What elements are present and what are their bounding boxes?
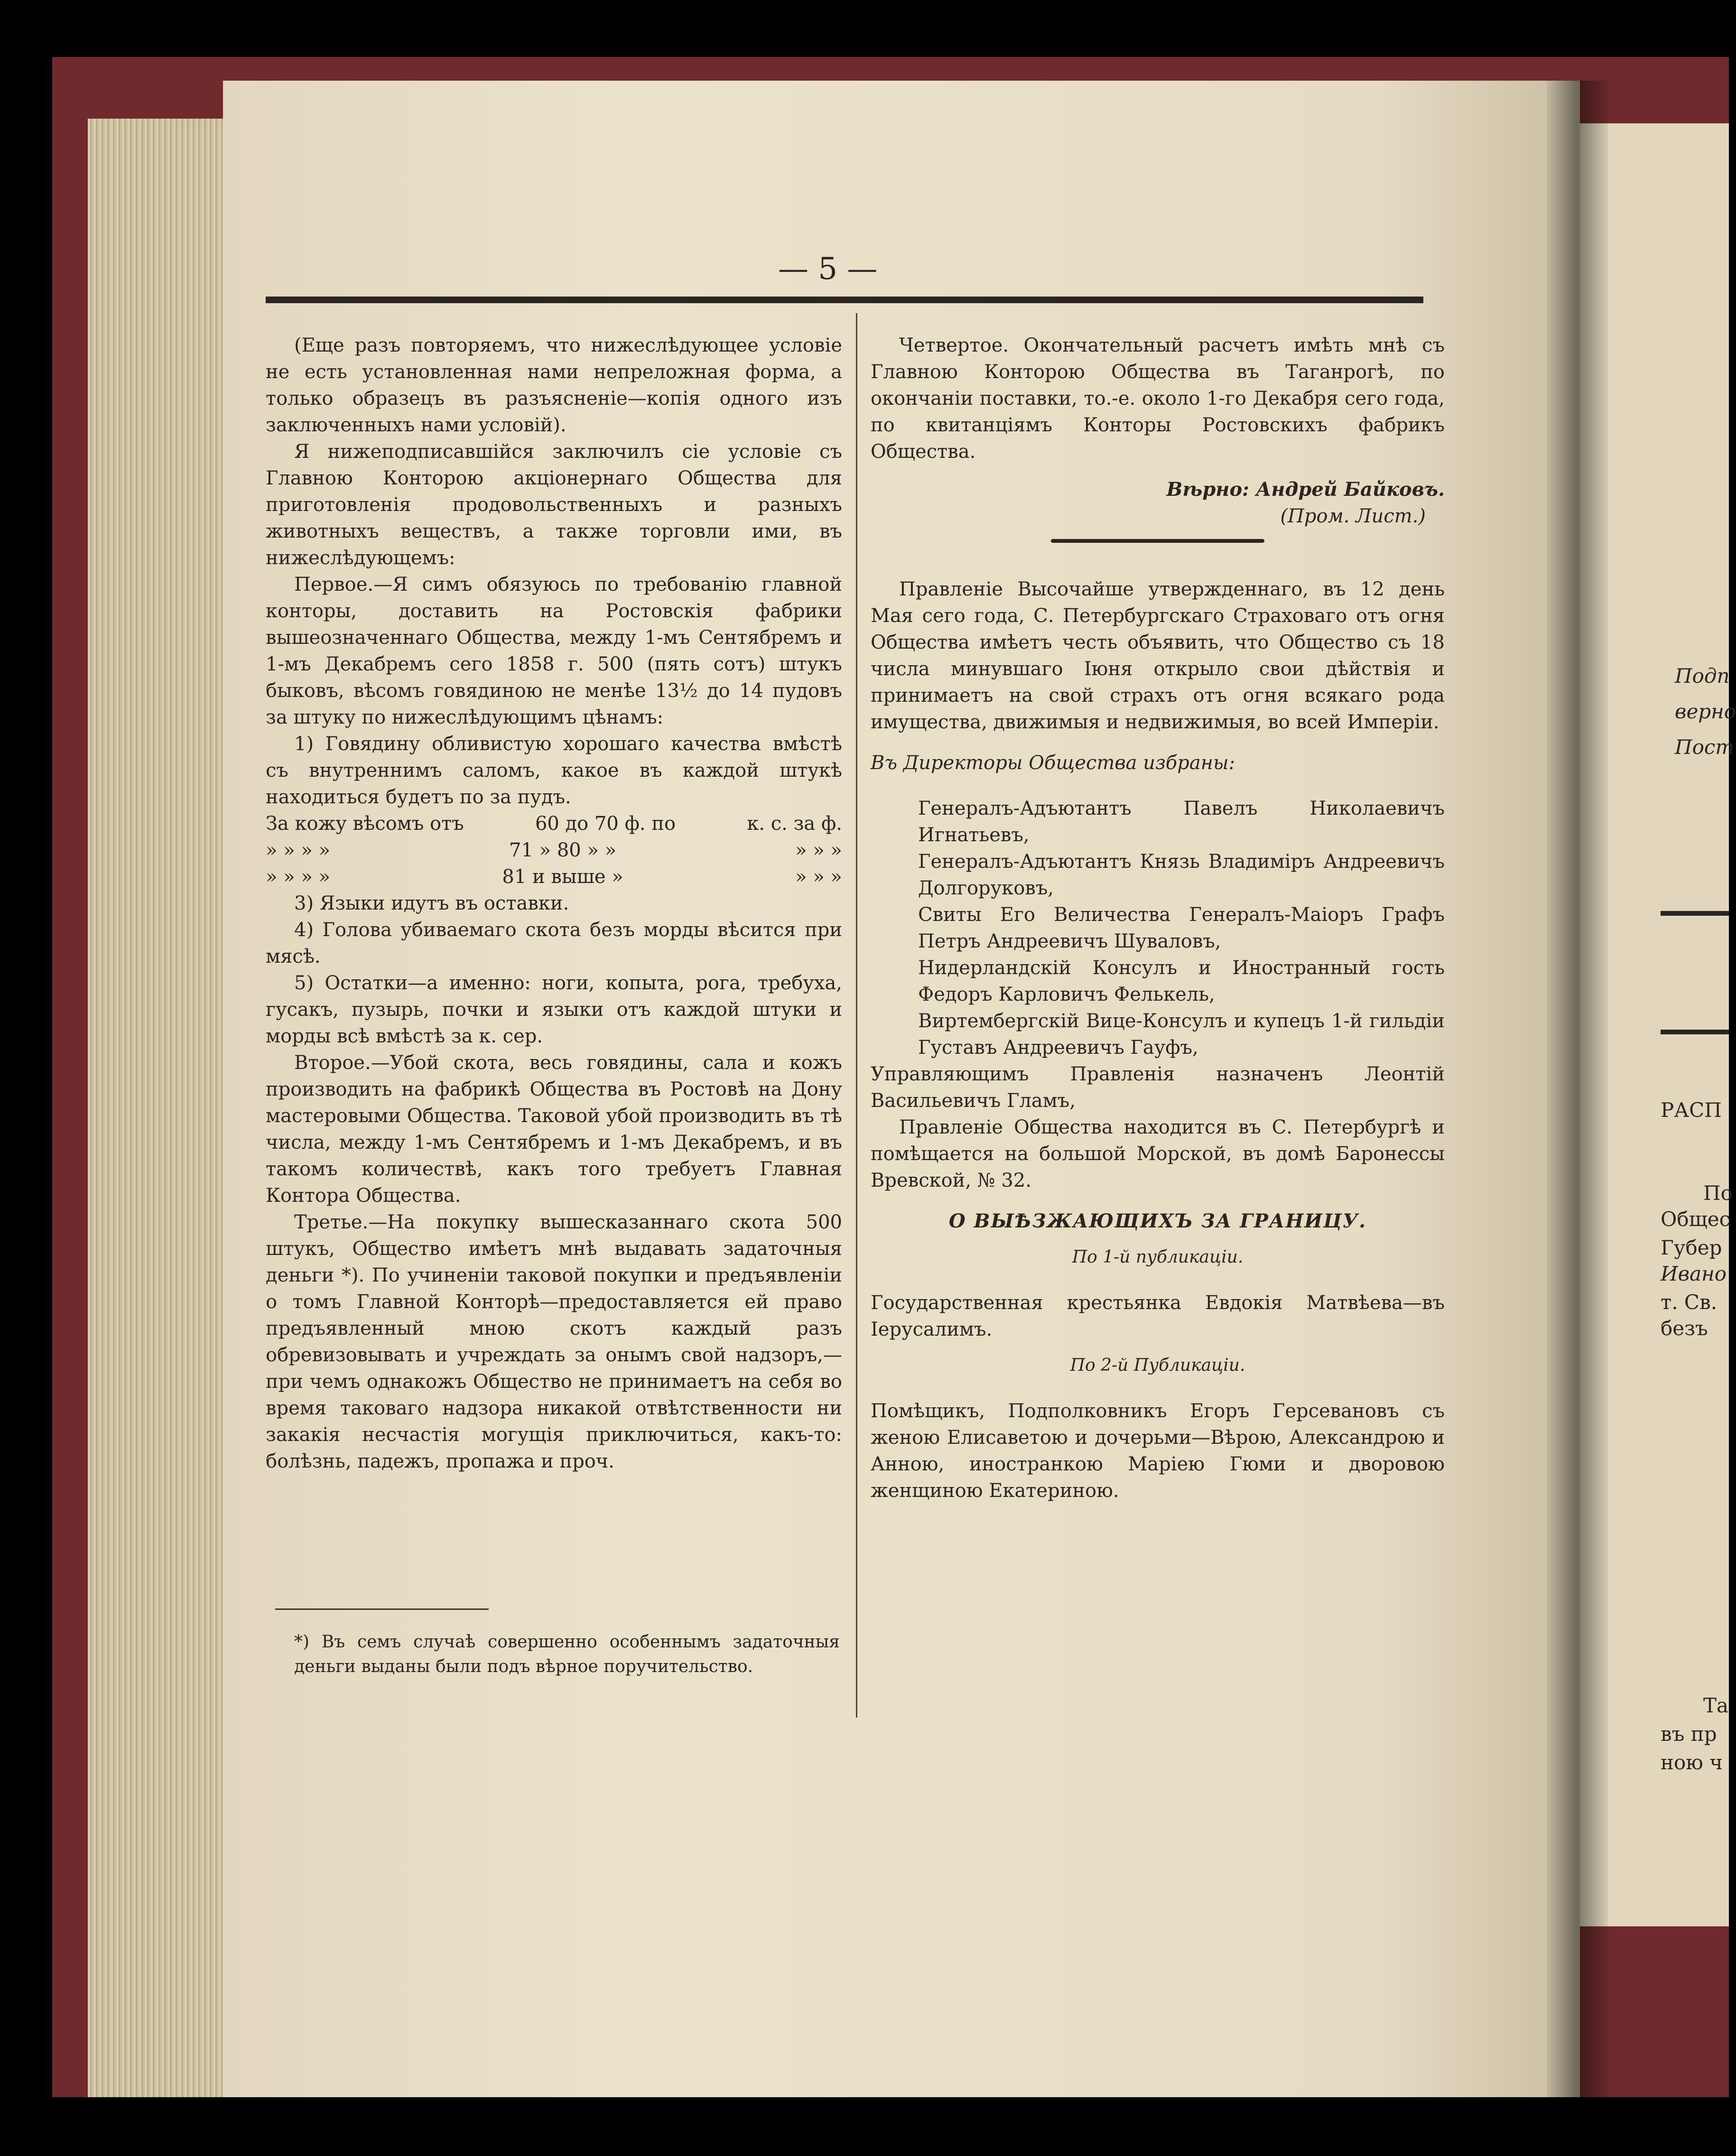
right-page-fragment: верно <box>1675 700 1736 723</box>
price-row <box>266 837 842 864</box>
signature: Вѣрно: Андрей Байковъ. <box>1166 478 1445 501</box>
right-page-fragment: Ивано <box>1661 1262 1727 1285</box>
publication-subheading: По 2-й Публикаціи. <box>1070 1356 1245 1375</box>
paragraph: Правленіе Высочайше утвержденнаго, въ 12 день Мая сего года, С. Петербургскаго Страховаго отъ огня Общества имѣетъ честь объявить, что Общество съ 18 числа минувшаго Іюня открыло свои дѣйствія и принимаетъ на свой страхъ отъ огня всякаго рода имущества, движимыя и недвижимыя, во всей Имперіи. <box>871 578 1445 733</box>
price-cell: 71 » 80 » » <box>509 839 617 861</box>
directors-list <box>871 795 1445 1061</box>
paragraph: Управляющимъ Правленія назначенъ Леонтій Васильевичъ Гламъ, <box>871 1063 1445 1112</box>
footnote-rule <box>275 1608 489 1610</box>
page-number: — 5 — <box>778 251 878 287</box>
right-page-fragment: Подп <box>1675 664 1730 688</box>
price-cell: » » » » <box>266 866 331 888</box>
paragraph: Я нижеподписавшійся заключилъ сіе условіе съ Главною Конторою акціонернаго Общества для приготовленія продовольственныхъ и разныхъ животныхъ веществъ, а также торговли ими, въ нижеслѣдующемъ: <box>266 441 842 569</box>
right-page-fragment: Та <box>1703 1694 1729 1717</box>
price-cell: » » » <box>795 866 842 888</box>
price-row <box>266 864 842 890</box>
right-page-fragment: т. Св. <box>1661 1291 1717 1314</box>
paragraph: Второе.—Убой скота, весь говядины, сала и кожъ производить на фабрикѣ Общества въ Ростовѣ на Дону мастеровыми Общества. Таковой убой производить въ тѣ числа, между 1-мъ Сентябремъ и 1-мъ Декабремъ, и въ такомъ количествѣ, какъ того требуетъ Главная Контора Общества. <box>266 1052 842 1207</box>
header-rule <box>266 297 1423 303</box>
price-cell: 60 до 70 ф. по <box>535 813 676 835</box>
price-cell: 81 и выше » <box>502 866 623 888</box>
right-page-rule <box>1661 911 1729 916</box>
paragraph: 3) Языки идутъ въ оставки. <box>294 892 569 914</box>
paragraph: Первое.—Я симъ обязуюсь по требованію главной конторы, доставить на Ростовскія фабрики вышеозначеннаго Общества, между 1-мъ Сентябремъ и 1-мъ Декабремъ сего 1858 г. 500 (пять сотъ) штукъ быковъ, вѣсомъ говядиною не менѣе 13½ до 14 пудовъ за штуку по нижеслѣдующимъ цѣнамъ: <box>266 574 842 728</box>
paragraph: Государственная крестьянка Евдокія Матвѣева—въ Іерусалимъ. <box>871 1292 1445 1340</box>
right-page-fragment: ною ч <box>1661 1751 1723 1774</box>
book-gutter <box>1547 81 1608 2097</box>
column-divider <box>856 313 857 1718</box>
right-page-fragment: въ пр <box>1661 1722 1717 1746</box>
list-item: Свиты Его Величества Генералъ-Маіоръ Графъ Петръ Андреевичъ Шуваловъ, <box>918 904 1445 952</box>
paragraph: Помѣщикъ, Подполковникъ Егоръ Герсевановъ съ женою Елисаветою и дочерьми—Вѣрою, Александрою и Анною, иностранкою Маріею Гюми и дворовою женщиною Екатериною. <box>871 1400 1445 1502</box>
section-heading: О ВЫѢЗЖАЮЩИХЪ ЗА ГРАНИЦУ. <box>948 1210 1367 1232</box>
list-item: Виртембергскій Вице-Консулъ и купецъ 1-й гильдіи Густавъ Андреевичъ Гауфъ, <box>918 1010 1445 1059</box>
price-row <box>266 810 842 837</box>
paragraph: Четвертое. Окончательный расчетъ имѣть мнѣ съ Главною Конторою Общества въ Таганрогѣ, по окончаніи поставки, то.-е. около 1-го Декабря сего года, по квитанціямъ Конторы Ростовскихъ фабрикъ Общества. <box>871 335 1445 463</box>
left-column <box>266 332 842 1475</box>
price-cell: » » » <box>795 839 842 861</box>
right-column <box>871 332 1445 1504</box>
right-page-fragment: Губер <box>1661 1236 1722 1259</box>
directors-intro: Въ Директоры Общества избраны: <box>871 752 1235 774</box>
list-item: Генералъ-Адъютантъ Павелъ Николаевичъ Игнатьевъ, <box>918 798 1445 846</box>
paragraph: Третье.—На покупку вышесказаннаго скота 500 штукъ, Общество имѣетъ мнѣ выдавать задаточныя деньги *). По учиненіи таковой покупки и предъявленіи о томъ Главной Конторѣ—предоставляется ей право предъявленный мною скотъ каждый разъ обревизовывать и учреждать за онымъ свой надзоръ,—при чемъ однакожъ Общество не принимаетъ на себя во время таковаго надзора никакой отвѣтственности ни закакія несчастія могущія приключиться, какъ-то: болѣзнь, падежъ, пропажа и проч. <box>266 1211 842 1472</box>
right-page-fragment: По <box>1703 1181 1733 1205</box>
paragraph: (Еще разъ повторяемъ, что нижеслѣдующее условіе не есть установленная нами непреложная форма, а только образецъ въ разъясненіе—копія одного изъ заключенныхъ нами условій). <box>266 335 842 436</box>
right-page-fragment: безъ <box>1661 1317 1708 1340</box>
right-page-fragment: Общес <box>1661 1208 1731 1231</box>
price-cell: » » » » <box>266 839 331 861</box>
ornament-divider <box>1051 539 1264 543</box>
footnote: *) Въ семъ случаѣ совершенно особеннымъ задаточныя деньги выданы были подъ вѣрное поручительство. <box>294 1632 840 1676</box>
list-item: Генералъ-Адъютантъ Князь Владиміръ Андреевичъ Долгоруковъ, <box>918 851 1445 899</box>
source-citation: (Пром. Лист.) <box>1280 505 1426 527</box>
paragraph: 4) Голова убиваемаго скота безъ морды вѣсится при мясѣ. <box>266 919 842 967</box>
list-item: Нидерландскій Консулъ и Иностранный гость Федоръ Карловичъ Фелькель, <box>918 957 1445 1005</box>
paragraph: 5) Остатки—а именно: ноги, копыта, рога, требуха, гусакъ, пузырь, почки и языки отъ каждой штуки и морды всѣ вмѣстѣ за к. сер. <box>266 972 842 1047</box>
paragraph: Правленіе Общества находится въ С. Петербургѣ и помѣщается на большой Морской, въ домѣ Баронессы Вревской, № 32. <box>871 1116 1445 1191</box>
right-page-rule <box>1661 1030 1729 1034</box>
page-edges <box>88 119 235 2097</box>
price-cell: к. с. за ф. <box>747 813 842 835</box>
paragraph: 1) Говядину обливистую хорошаго качества вмѣстѣ съ внутреннимъ саломъ, какое въ каждой штукѣ находиться будетъ по за пудъ. <box>266 733 842 808</box>
publication-subheading: По 1-й публикаціи. <box>1072 1247 1244 1267</box>
right-page-fragment: Пост <box>1675 735 1735 759</box>
right-page-fragment: РАСП <box>1661 1098 1722 1122</box>
price-cell: За кожу вѣсомъ отъ <box>266 813 464 835</box>
